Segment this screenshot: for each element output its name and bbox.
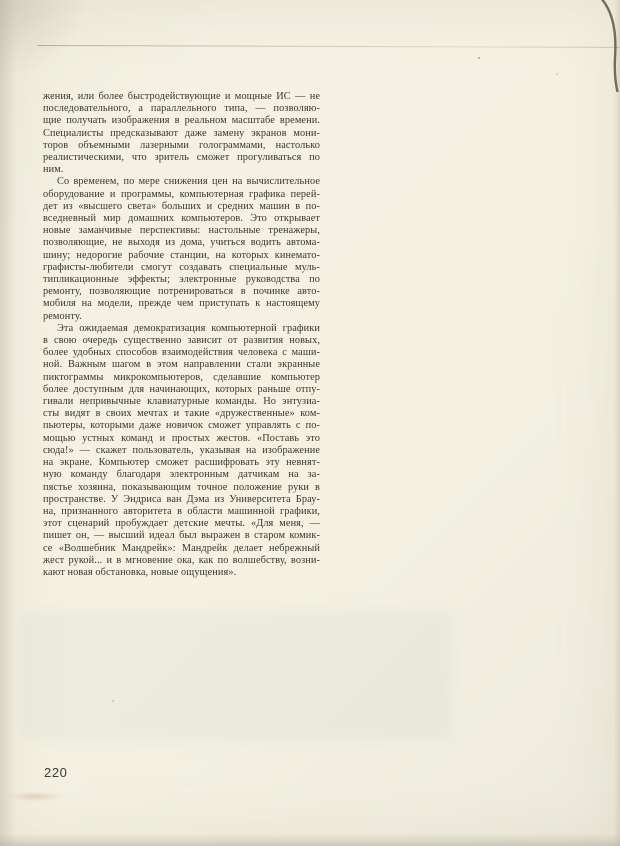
- text-line: кают новая обстановка, новые ощущения».: [43, 566, 237, 578]
- text-line: сюда!» — скажет пользователь, указывая на изображение: [43, 444, 320, 456]
- text-line: пьютеры, которыми даже новичок сможет управлять с по-: [43, 420, 320, 432]
- text-line: пиктограммы микрокомпьютеров, сделавшие компьютер: [43, 371, 320, 383]
- text-line: мощью устных команд и простых жестов. «Поставь это: [43, 432, 320, 444]
- text-line: мобиля на модели, прежде чем приступать к настоящему: [43, 298, 320, 310]
- text-line: пястье хозяина, показывающим точное положение руки в: [43, 481, 320, 493]
- text-line: оборудование и программы, компьютерная графика перей-: [43, 188, 320, 200]
- text-line: графисты-любители смогут создавать специальные муль-: [43, 261, 320, 273]
- scan-hairline-artifact: [37, 45, 620, 48]
- text-line: пространстве. У Эндриса ван Дэма из Университета Брау-: [43, 493, 320, 505]
- scan-left-edge-shading: [0, 0, 16, 846]
- text-line: этот сценарий пробуждает детские мечты. «Для меня, —: [43, 518, 320, 530]
- text-line: реалистическими, что зритель сможет прогуливаться по: [43, 152, 320, 164]
- text-line: более доступным для начинающих, которых раньше отпу-: [43, 383, 320, 395]
- text-line: Со временем, по мере снижения цен на вычислительное: [57, 176, 320, 188]
- text-line: се «Волшебник Мандрейк»: Мандрейк делает небрежный: [43, 542, 320, 554]
- text-line: новые заманчивые перспективы: настольные тренажеры,: [43, 225, 320, 237]
- scan-bottom-edge-shading: [0, 834, 620, 846]
- text-line: сты видят в своих мечтах и такие «дружественные» ком-: [43, 408, 320, 420]
- text-line: в свою очередь существенно зависит от развития новых,: [43, 335, 320, 347]
- text-line: более удобных способов взаимодействия человека с маши-: [43, 347, 320, 359]
- text-line: торов объемными лазерными голограммами, настолько: [43, 139, 320, 151]
- text-line: последовательного, а параллельного типа, — позволяю-: [43, 103, 320, 115]
- scan-speck: [478, 57, 480, 59]
- text-line: пишет он, — высший идеал был выражен в старом комик-: [43, 530, 320, 542]
- text-line: на экране. Компьютер сможет расшифровать эту невнят-: [43, 457, 320, 469]
- text-line: типликационные эффекты; электронные руководства по: [43, 274, 320, 286]
- text-line: жения, или более быстродействующие и мощные ИС — не: [43, 91, 320, 102]
- text-line: позволяющие, не выходя из дома, учиться водить автома-: [43, 237, 320, 249]
- text-line: вседневный мир домашних компьютеров. Это открывает: [43, 213, 320, 225]
- text-line: гивали непривычные клавиатурные команды. Но энтузиа-: [43, 396, 320, 408]
- text-line: шину; недорогие рабочие станции, на которых кинемато-: [43, 249, 320, 261]
- scan-smudge: [6, 792, 64, 801]
- text-line: Специалисты предсказывают даже замену экранов мони-: [43, 127, 320, 139]
- text-line: жест рукой... и в мгновение ока, как по волшебству, возни-: [43, 554, 320, 566]
- text-line: ную команду благодаря электронным датчикам на за-: [43, 469, 320, 481]
- text-line: ним.: [43, 164, 64, 176]
- text-line: ремонту, позволяющие потренироваться в починке авто-: [43, 286, 320, 298]
- scan-speck: [112, 700, 114, 702]
- text-line: дет из «высшего света» больших и средних машин в по-: [43, 200, 320, 212]
- scan-speck: [556, 73, 558, 75]
- text-line: ной. Важным шагом в этом направлении стали экранные: [43, 359, 320, 371]
- scan-tone-patch: [22, 612, 452, 740]
- text-line: Эта ожидаемая демократизация компьютерной графики: [57, 322, 320, 334]
- scan-right-edge-shading: [614, 0, 620, 846]
- page-edge-curve-mark: [594, 0, 620, 92]
- page-number: 220: [44, 765, 68, 780]
- text-line: щие получать изображения в реальном масштабе времени.: [43, 115, 320, 127]
- body-text: [43, 91, 320, 579]
- text-line: ремонту.: [43, 310, 82, 322]
- text-line: на, признанного авторитета в области машинной графики,: [43, 505, 320, 517]
